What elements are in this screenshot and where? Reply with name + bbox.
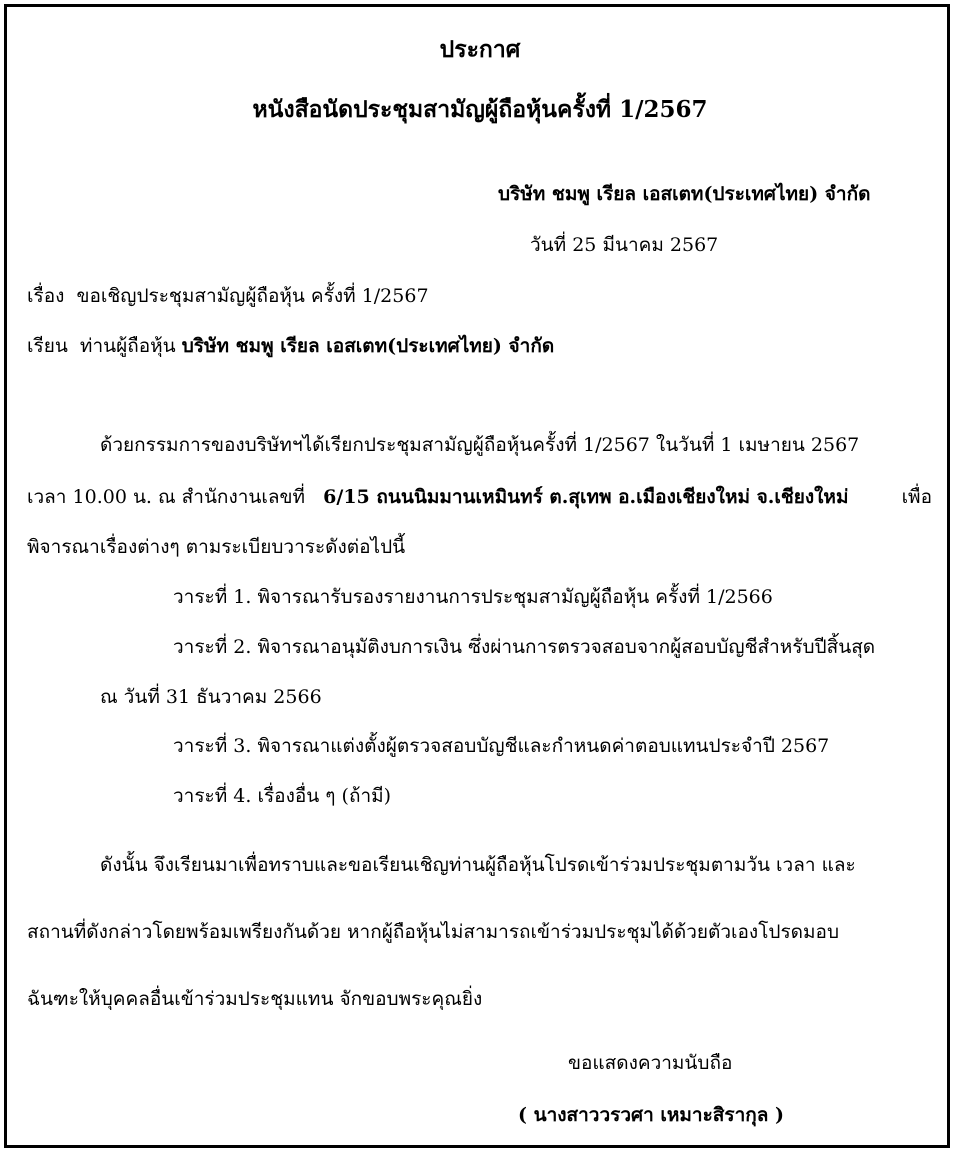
paragraph-2-line-2: สถานที่ดังกล่าวโดยพร้อมเพรียงกันด้วย หากผู้ถือหุ้นไม่สามารถเข้าร่วมประชุมได้ด้วยตัวเองโปรดมอบ bbox=[27, 921, 840, 943]
recipient-line bbox=[27, 337, 554, 356]
agenda-item-2: วาระที่ 2. พิจารณาอนุมัติงบการเงิน ซึ่งผ่านการตรวจสอบจากผู้สอบบัญชีสำหรับปีสิ้นสุด bbox=[173, 636, 876, 658]
meeting-time-text: เวลา 10.00 น. ณ สำนักงานเลขที่ bbox=[27, 486, 306, 508]
page-subtitle: หนังสือนัดประชุมสามัญผู้ถือหุ้นครั้งที่ 1/2567 bbox=[252, 96, 708, 123]
signer-name: ( นางสาววรวศา เหมาะสิรากุล ) bbox=[518, 1104, 784, 1126]
paragraph-1-line-2-end: เพื่อ bbox=[901, 486, 932, 508]
document-date: วันที่ 25 มีนาคม 2567 bbox=[530, 234, 719, 256]
agenda-item-4: วาระที่ 4. เรื่องอื่น ๆ (ถ้ามี) bbox=[173, 785, 392, 807]
page-title: ประกาศ bbox=[439, 36, 521, 63]
subject-text: ขอเชิญประชุมสามัญผู้ถือหุ้น ครั้งที่ 1/2567 bbox=[76, 285, 429, 307]
closing-regards: ขอแสดงความนับถือ bbox=[568, 1052, 733, 1074]
sender-company: บริษัท ชมพู เรียล เอสเตท(ประเทศไทย) จำกัด bbox=[498, 183, 871, 205]
paragraph-2-line-3: ฉันฑะให้บุคคลอื่นเข้าร่วมประชุมแทน จักขอบพระคุณยิ่ง bbox=[27, 988, 483, 1010]
paragraph-1-line-2 bbox=[27, 488, 932, 507]
meeting-address: 6/15 ถนนนิมมานเหมินทร์ ต.สุเทพ อ.เมืองเชียงใหม่ จ.เชียงใหม่ bbox=[323, 486, 849, 508]
paragraph-2-line-1: ดังนั้น จึงเรียนมาเพื่อทราบและขอเรียนเชิญท่านผู้ถือหุ้นโปรดเข้าร่วมประชุมตามวัน เวลา และ bbox=[100, 854, 856, 876]
paragraph-1-line-1: ด้วยกรรมการของบริษัทฯได้เรียกประชุมสามัญผู้ถือหุ้นครั้งที่ 1/2567 ในวันที่ 1 เมษายน 2567 bbox=[100, 434, 860, 456]
paragraph-1-line-3: พิจารณาเรื่องต่างๆ ตามระเบียบวาระดังต่อไปนี้ bbox=[27, 536, 406, 558]
recipient-prefix: ท่านผู้ถือหุ้น bbox=[79, 335, 176, 357]
document-border bbox=[4, 4, 950, 1148]
agenda-item-2-continued: ณ วันที่ 31 ธันวาคม 2566 bbox=[100, 686, 322, 708]
recipient-label: เรียน bbox=[27, 335, 68, 357]
recipient-company: บริษัท ชมพู เรียล เอสเตท(ประเทศไทย) จำกัด bbox=[181, 335, 555, 357]
agenda-item-1: วาระที่ 1. พิจารณารับรองรายงานการประชุมสามัญผู้ถือหุ้น ครั้งที่ 1/2566 bbox=[173, 586, 773, 608]
subject-line bbox=[27, 287, 429, 306]
agenda-item-3: วาระที่ 3. พิจารณาแต่งตั้งผู้ตรวจสอบบัญชีและกำหนดค่าตอบแทนประจำปี 2567 bbox=[173, 735, 830, 757]
subject-label: เรื่อง bbox=[27, 285, 65, 307]
